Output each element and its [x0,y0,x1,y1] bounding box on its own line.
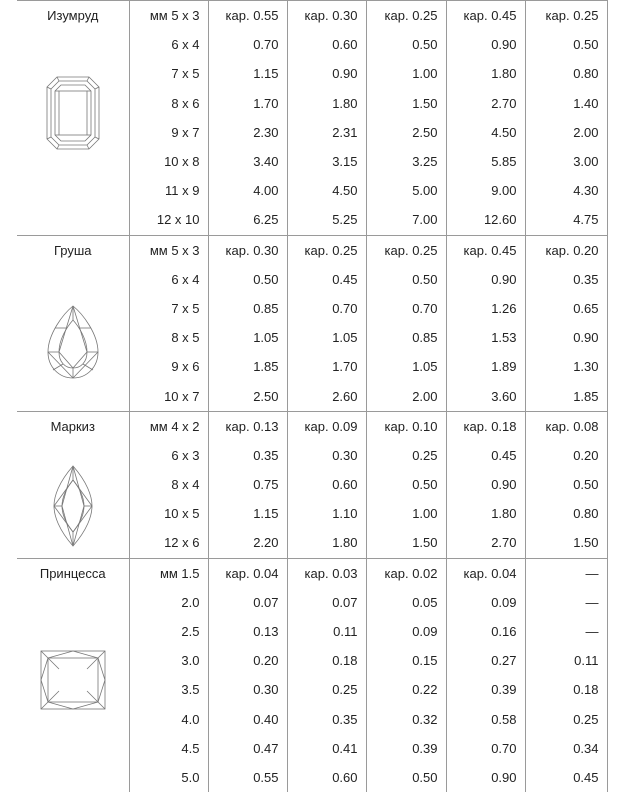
carat-cell: 0.55 [208,763,287,792]
carat-cell: 1.15 [208,59,287,88]
carat-cell: 0.90 [446,30,525,59]
carat-cell: 0.50 [525,30,607,59]
carat-cell: — [525,588,607,617]
carat-cell: 2.60 [287,381,366,411]
carat-cell: 0.35 [208,441,287,470]
carat-cell: 0.09 [446,588,525,617]
carat-cell: 1.50 [366,89,446,118]
carat-cell: 4.50 [287,176,366,205]
carat-cell: 1.26 [446,294,525,323]
carat-cell: 12.60 [446,205,525,235]
carat-cell: 0.35 [525,265,607,294]
carat-cell: 1.85 [208,352,287,381]
size-cell: 7 x 5 [129,294,208,323]
carat-cell: 4.50 [446,118,525,147]
carat-cell: 0.39 [366,734,446,763]
carat-cell: 4.30 [525,176,607,205]
carat-cell: 0.13 [208,617,287,646]
carat-cell: 0.65 [525,294,607,323]
carat-cell: 0.85 [366,323,446,352]
carat-cell: 5.85 [446,147,525,176]
carat-cell: 0.34 [525,734,607,763]
carat-cell: 0.25 [287,675,366,704]
carat-cell: 0.27 [446,646,525,675]
carat-cell: 3.60 [446,381,525,411]
carat-weight-table [17,0,608,792]
carat-cell: 0.47 [208,734,287,763]
size-cell: 12 x 10 [129,205,208,235]
carat-cell: 2.70 [446,528,525,558]
carat-cell: кар. 0.18 [446,411,525,441]
size-cell: 8 x 5 [129,323,208,352]
carat-cell: 1.80 [287,89,366,118]
size-cell: 3.5 [129,675,208,704]
shape-cell [17,1,129,236]
carat-cell: кар. 0.30 [287,1,366,31]
carat-cell: 0.90 [446,470,525,499]
carat-cell: 1.05 [208,323,287,352]
carat-cell: 0.32 [366,705,446,734]
carat-cell: 1.10 [287,499,366,528]
carat-cell: 0.90 [446,763,525,792]
carat-cell: 0.80 [525,499,607,528]
carat-cell: — [525,558,607,588]
carat-cell: 2.50 [366,118,446,147]
carat-cell: 1.80 [446,59,525,88]
size-cell: 5.0 [129,763,208,792]
carat-cell: кар. 0.55 [208,1,287,31]
carat-cell: 0.35 [287,705,366,734]
carat-cell: 0.50 [366,265,446,294]
shape-name: Груша [53,242,92,258]
carat-cell: 2.00 [366,381,446,411]
carat-cell: 0.45 [525,763,607,792]
carat-cell: 3.15 [287,147,366,176]
carat-cell: 0.85 [208,294,287,323]
carat-cell: 2.20 [208,528,287,558]
size-cell: 2.5 [129,617,208,646]
carat-cell: 0.20 [525,441,607,470]
carat-cell: 0.60 [287,30,366,59]
size-cell: 6 x 3 [129,441,208,470]
pear-cut-icon [17,304,129,380]
carat-cell: 0.58 [446,705,525,734]
carat-cell: 0.25 [366,441,446,470]
carat-cell: 0.25 [525,705,607,734]
carat-cell: 0.70 [446,734,525,763]
carat-cell: 0.70 [287,294,366,323]
carat-cell: 1.85 [525,381,607,411]
carat-cell: кар. 0.08 [525,411,607,441]
carat-cell: 0.45 [287,265,366,294]
carat-cell: 0.60 [287,763,366,792]
size-cell: 10 x 5 [129,499,208,528]
carat-cell: 0.70 [366,294,446,323]
table-row [17,558,607,588]
carat-cell: 1.00 [366,59,446,88]
shape-name: Изумруд [47,8,99,23]
carat-cell: 7.00 [366,205,446,235]
carat-cell: 1.15 [208,499,287,528]
carat-cell: кар. 0.25 [287,235,366,265]
size-cell: 3.0 [129,646,208,675]
size-cell: 10 x 7 [129,381,208,411]
carat-cell: 0.11 [525,646,607,675]
carat-cell: 5.00 [366,176,446,205]
carat-cell: 6.25 [208,205,287,235]
carat-cell: 3.25 [366,147,446,176]
carat-cell: кар. 0.13 [208,411,287,441]
size-cell: мм 1.5 [129,558,208,588]
carat-cell: 0.90 [525,323,607,352]
carat-cell: 0.15 [366,646,446,675]
carat-cell: 0.50 [366,30,446,59]
carat-cell: кар. 0.10 [366,411,446,441]
carat-cell: 2.70 [446,89,525,118]
carat-cell: кар. 0.25 [366,1,446,31]
size-cell: 6 x 4 [129,30,208,59]
carat-cell: 3.00 [525,147,607,176]
carat-cell: 0.39 [446,675,525,704]
carat-cell: 0.05 [366,588,446,617]
shape-cell [17,411,129,558]
carat-cell: 5.25 [287,205,366,235]
size-cell: 8 x 6 [129,89,208,118]
carat-cell: кар. 0.04 [208,558,287,588]
carat-cell: 0.18 [525,675,607,704]
carat-cell: — [525,617,607,646]
shape-name: Принцесса [39,565,106,581]
carat-cell: 0.50 [366,470,446,499]
size-cell: 4.0 [129,705,208,734]
size-cell: 7 x 5 [129,59,208,88]
carat-cell: 2.50 [208,381,287,411]
carat-cell: кар. 0.45 [446,1,525,31]
carat-cell: 0.16 [446,617,525,646]
carat-cell: 1.00 [366,499,446,528]
princess-cut-icon [17,649,129,711]
carat-cell: 1.50 [366,528,446,558]
size-cell: мм 5 x 3 [129,235,208,265]
carat-cell: 0.40 [208,705,287,734]
size-cell: 12 x 6 [129,528,208,558]
carat-cell: 2.30 [208,118,287,147]
carat-cell: 1.05 [366,352,446,381]
carat-cell: кар. 0.25 [525,1,607,31]
carat-cell: 9.00 [446,176,525,205]
marquise-cut-icon [17,464,129,548]
carat-cell: кар. 0.03 [287,558,366,588]
carat-cell: кар. 0.25 [366,235,446,265]
size-cell: 4.5 [129,734,208,763]
carat-cell: 0.30 [287,441,366,470]
carat-cell: 2.31 [287,118,366,147]
carat-cell: кар. 0.20 [525,235,607,265]
table-row [17,235,607,265]
carat-cell: 1.80 [287,528,366,558]
shape-name: Маркиз [50,418,95,434]
carat-cell: 1.53 [446,323,525,352]
carat-cell: 0.70 [208,30,287,59]
carat-cell: 0.50 [525,470,607,499]
size-cell: 10 x 8 [129,147,208,176]
carat-cell: 4.00 [208,176,287,205]
carat-cell: 1.70 [208,89,287,118]
carat-cell: 0.45 [446,441,525,470]
carat-cell: кар. 0.09 [287,411,366,441]
carat-cell: 1.05 [287,323,366,352]
carat-cell: 0.75 [208,470,287,499]
carat-cell: 4.75 [525,205,607,235]
shape-cell [17,558,129,792]
carat-cell: кар. 0.45 [446,235,525,265]
carat-cell: 1.70 [287,352,366,381]
carat-cell: 0.30 [208,675,287,704]
table-row [17,411,607,441]
size-cell: 9 x 6 [129,352,208,381]
size-cell: 2.0 [129,588,208,617]
emerald-cut-icon [17,75,129,151]
carat-cell: 2.00 [525,118,607,147]
carat-cell: 0.20 [208,646,287,675]
carat-cell: 0.50 [208,265,287,294]
size-cell: 11 x 9 [129,176,208,205]
shape-cell [17,235,129,411]
table-row [17,1,607,31]
carat-cell: 1.89 [446,352,525,381]
carat-cell: 1.30 [525,352,607,381]
size-cell: мм 4 x 2 [129,411,208,441]
carat-cell: 1.40 [525,89,607,118]
carat-cell: 0.18 [287,646,366,675]
size-cell: мм 5 x 3 [129,1,208,31]
size-cell: 8 x 4 [129,470,208,499]
size-cell: 9 x 7 [129,118,208,147]
carat-cell: 0.09 [366,617,446,646]
carat-cell: 0.41 [287,734,366,763]
carat-cell: 0.50 [366,763,446,792]
carat-cell: 0.90 [446,265,525,294]
carat-cell: 0.80 [525,59,607,88]
carat-cell: 0.60 [287,470,366,499]
size-cell: 6 x 4 [129,265,208,294]
carat-cell: 0.07 [287,588,366,617]
carat-cell: кар. 0.30 [208,235,287,265]
carat-cell: 3.40 [208,147,287,176]
carat-cell: 0.07 [208,588,287,617]
carat-cell: кар. 0.04 [446,558,525,588]
carat-cell: 0.11 [287,617,366,646]
carat-cell: кар. 0.02 [366,558,446,588]
carat-cell: 0.22 [366,675,446,704]
carat-cell: 1.80 [446,499,525,528]
carat-cell: 1.50 [525,528,607,558]
carat-cell: 0.90 [287,59,366,88]
